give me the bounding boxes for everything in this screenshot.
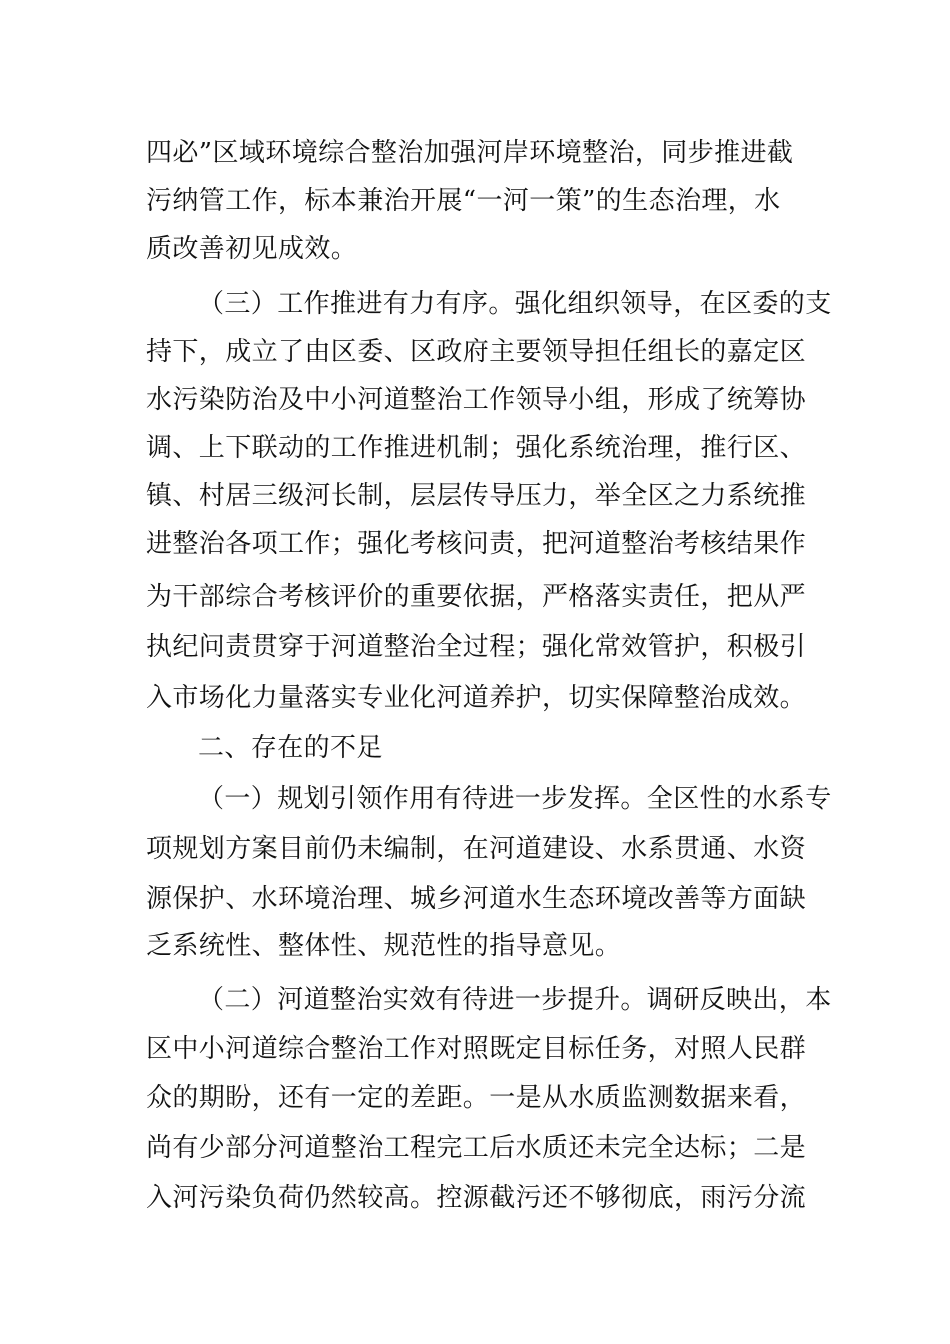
text-line: 四必”区域环境综合整治加强河岸环境整治，同步推进截 <box>146 138 794 168</box>
text-line: 进整治各项工作；强化考核问责，把河道整治考核结果作 <box>146 529 807 559</box>
text-line: 为干部综合考核评价的重要依据，严格落实责任，把从严 <box>146 582 807 612</box>
paragraph-start-line: （一）规划引领作用有待进一步发挥。全区性的水系专 <box>198 784 832 814</box>
paragraph-start-line: （二）河道整治实效有待进一步提升。调研反映出，本 <box>198 985 832 1015</box>
text-line: 乏系统性、整体性、规范性的指导意见。 <box>146 931 622 961</box>
text-line: 质改善初见成效。 <box>146 234 358 264</box>
text-line: 入市场化力量落实专业化河道养护，切实保障整治成效。 <box>146 683 807 713</box>
text-line: 污纳管工作，标本兼治开展“一河一策”的生态治理，水 <box>146 186 781 216</box>
section-heading: 二、存在的不足 <box>198 733 383 763</box>
text-line: 水污染防治及中小河道整治工作领导小组，形成了统筹协 <box>146 385 807 415</box>
text-line: 尚有少部分河道整治工程完工后水质还未完全达标；二是 <box>146 1133 807 1163</box>
paragraph-start-line: （三）工作推进有力有序。强化组织领导，在区委的支 <box>198 289 832 319</box>
text-line: 项规划方案目前仍未编制，在河道建设、水系贯通、水资 <box>146 834 807 864</box>
text-line: 持下，成立了由区委、区政府主要领导担任组长的嘉定区 <box>146 337 807 367</box>
text-line: 众的期盼，还有一定的差距。一是从水质监测数据来看， <box>146 1083 807 1113</box>
text-line: 镇、村居三级河长制，层层传导压力，举全区之力系统推 <box>146 481 807 511</box>
text-line: 区中小河道综合整治工作对照既定目标任务，对照人民群 <box>146 1034 807 1064</box>
text-line: 执纪问责贯穿于河道整治全过程；强化常效管护，积极引 <box>146 632 807 662</box>
text-line: 调、上下联动的工作推进机制；强化系统治理，推行区、 <box>146 433 807 463</box>
text-line: 源保护、水环境治理、城乡河道水生态环境改善等方面缺 <box>146 884 807 914</box>
text-line: 入河污染负荷仍然较高。控源截污还不够彻底，雨污分流 <box>146 1183 807 1213</box>
